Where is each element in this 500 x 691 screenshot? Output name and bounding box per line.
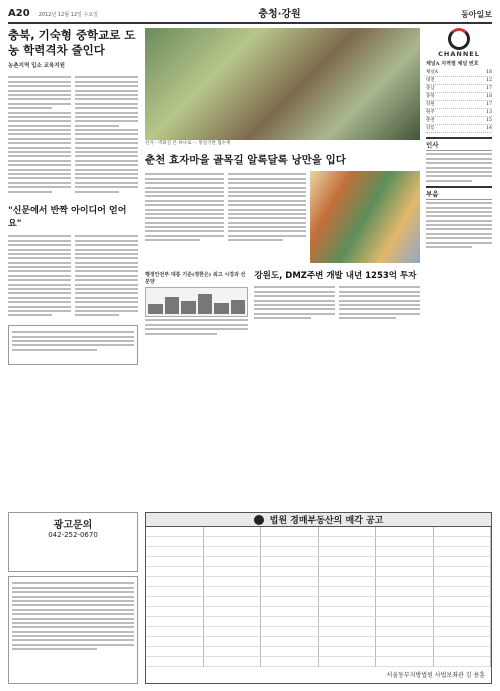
section-personnel: 인사	[426, 137, 492, 151]
notice-cell	[434, 537, 492, 547]
notice-cell	[434, 557, 492, 567]
channel-list-item: 채널A 18	[426, 70, 492, 75]
feature-section	[145, 28, 420, 337]
notice-cell	[376, 537, 434, 547]
notice-cell	[319, 637, 377, 647]
notice-cell	[376, 557, 434, 567]
feature-body	[145, 171, 420, 263]
notice-cell	[319, 597, 377, 607]
ad-phone: 042-252-0670	[48, 531, 98, 539]
notice-cell	[204, 597, 262, 607]
channel-list-item: 대전 12	[426, 78, 492, 83]
notice-cell	[434, 627, 492, 637]
page-number: A20	[8, 8, 30, 19]
notice-cell	[376, 567, 434, 577]
notice-cell	[434, 587, 492, 597]
channel-list-item: 강원 17	[426, 102, 492, 107]
notice-cell	[146, 527, 204, 537]
feature-photo	[145, 28, 420, 140]
channel-list-item: 강릉 14	[426, 126, 492, 131]
chart-box	[145, 269, 248, 337]
channel-a-logo: CHANNEL	[426, 28, 492, 58]
notice-cell	[376, 577, 434, 587]
notice-cell	[261, 587, 319, 597]
notice-cell	[261, 547, 319, 557]
notice-cell	[204, 617, 262, 627]
notice-cell	[204, 607, 262, 617]
court-auction-notice	[145, 512, 492, 684]
notice-cell	[319, 557, 377, 567]
right-sidebar	[426, 28, 492, 250]
notice-cell	[146, 657, 204, 667]
notice-cell	[261, 637, 319, 647]
court-seal-icon	[254, 515, 264, 525]
channel-a-icon	[448, 28, 470, 50]
notice-cell	[319, 647, 377, 657]
notice-cell	[434, 657, 492, 667]
quote-body	[8, 233, 138, 319]
notice-cell	[376, 657, 434, 667]
lead-headline: 충북, 기숙형 중학교로 도농 학력격차 줄인다	[8, 28, 136, 57]
notice-cell	[319, 567, 377, 577]
notice-cell	[261, 577, 319, 587]
notice-cell	[146, 637, 204, 647]
section-obituary: 부음	[426, 186, 492, 200]
notice-cell	[376, 617, 434, 627]
notice-cell	[434, 577, 492, 587]
section-title: 충청·강원	[258, 9, 301, 20]
channel-list-title: 채널A 지역별 채널 번호	[426, 61, 479, 67]
channel-list	[426, 69, 492, 133]
publication-name: 동아일보	[461, 10, 492, 19]
feature-headline: 춘천 효자마을 골목길 알록달록 낭만을 입다	[145, 154, 346, 166]
lower-mid	[145, 269, 420, 337]
notice-cell	[261, 537, 319, 547]
notice-cell	[261, 527, 319, 537]
notice-cell	[376, 527, 434, 537]
notice-cell	[261, 657, 319, 667]
notice-cell	[146, 567, 204, 577]
notice-cell	[204, 647, 262, 657]
channel-list-item: 충남 17	[426, 86, 492, 91]
notice-cell	[146, 607, 204, 617]
notice-cell	[434, 547, 492, 557]
notice-cell	[204, 567, 262, 577]
notice-cell	[204, 627, 262, 637]
notice-cell	[146, 587, 204, 597]
notice-cell	[376, 607, 434, 617]
photo-caption: 선자 - 벽화길 본 하나로 ··· 통일기반 협수계	[145, 141, 231, 146]
lead-article	[8, 28, 138, 365]
lead-body	[8, 74, 138, 195]
notice-cell	[261, 597, 319, 607]
notice-cell	[376, 547, 434, 557]
notice-box-left	[8, 576, 138, 684]
notice-cell	[319, 577, 377, 587]
channel-list-item: 충북 18	[426, 94, 492, 99]
notice-cell	[261, 557, 319, 567]
mini-table	[145, 287, 248, 317]
notice-cell	[434, 567, 492, 577]
channel-list-item: 원주 13	[426, 110, 492, 115]
notice-cell	[146, 647, 204, 657]
notice-cell	[204, 657, 262, 667]
notice-cell	[319, 537, 377, 547]
notice-cell	[376, 637, 434, 647]
notice-cell	[204, 537, 262, 547]
notice-cell	[434, 617, 492, 627]
notice-cell	[434, 527, 492, 537]
notice-cell	[204, 547, 262, 557]
notice-title: 법원 경매부동산의 매각 공고	[269, 516, 384, 526]
notice-cell	[319, 607, 377, 617]
notice-cell	[204, 587, 262, 597]
second-headline: 강원도, DMZ주변 개발 내년 1253억 투자	[254, 271, 417, 281]
notice-cell	[261, 567, 319, 577]
notice-cell	[434, 637, 492, 647]
mural-photo	[310, 171, 420, 263]
notice-cell	[146, 617, 204, 627]
notice-cell	[376, 627, 434, 637]
notice-cell	[376, 587, 434, 597]
notice-cell	[146, 547, 204, 557]
notice-footer: 서울동부지방법원 사법보좌관 김 용훈	[386, 672, 485, 679]
lead-subhead: 농촌지역 입소 교육지원	[8, 63, 65, 69]
notice-cell	[434, 597, 492, 607]
notice-cell	[319, 657, 377, 667]
notice-cell	[261, 627, 319, 637]
notice-cell	[146, 577, 204, 587]
notice-cell	[319, 547, 377, 557]
notice-cell	[146, 537, 204, 547]
notice-cell	[146, 557, 204, 567]
notice-cell	[434, 647, 492, 657]
notice-cell	[319, 587, 377, 597]
notice-cell	[261, 617, 319, 627]
ad-title: 광고문의	[53, 520, 93, 531]
channel-list-item: 춘천 15	[426, 118, 492, 123]
page-header	[8, 6, 492, 24]
notice-cell	[146, 627, 204, 637]
notice-cell	[204, 577, 262, 587]
info-box	[8, 325, 138, 365]
notice-cell	[146, 597, 204, 607]
issue-date: 2012년 12월 12일 수요일	[38, 12, 98, 18]
notice-cell	[434, 607, 492, 617]
notice-cell	[261, 647, 319, 657]
notice-cell	[261, 607, 319, 617]
notice-cell	[319, 627, 377, 637]
notice-cell	[376, 647, 434, 657]
notice-cell	[204, 557, 262, 567]
notice-cell	[319, 617, 377, 627]
notice-cell	[204, 637, 262, 647]
second-article	[254, 269, 420, 337]
chart-caption: 행정안전부 대통 기준(정한은) 최고 시경과 선분양	[145, 272, 246, 285]
ad-box	[8, 512, 138, 572]
notice-cell	[319, 527, 377, 537]
notice-cell	[376, 597, 434, 607]
notice-table	[146, 527, 491, 667]
subsection-quote: "신문에서 반짝 아이디어 얻어요"	[8, 205, 127, 229]
notice-cell	[204, 527, 262, 537]
